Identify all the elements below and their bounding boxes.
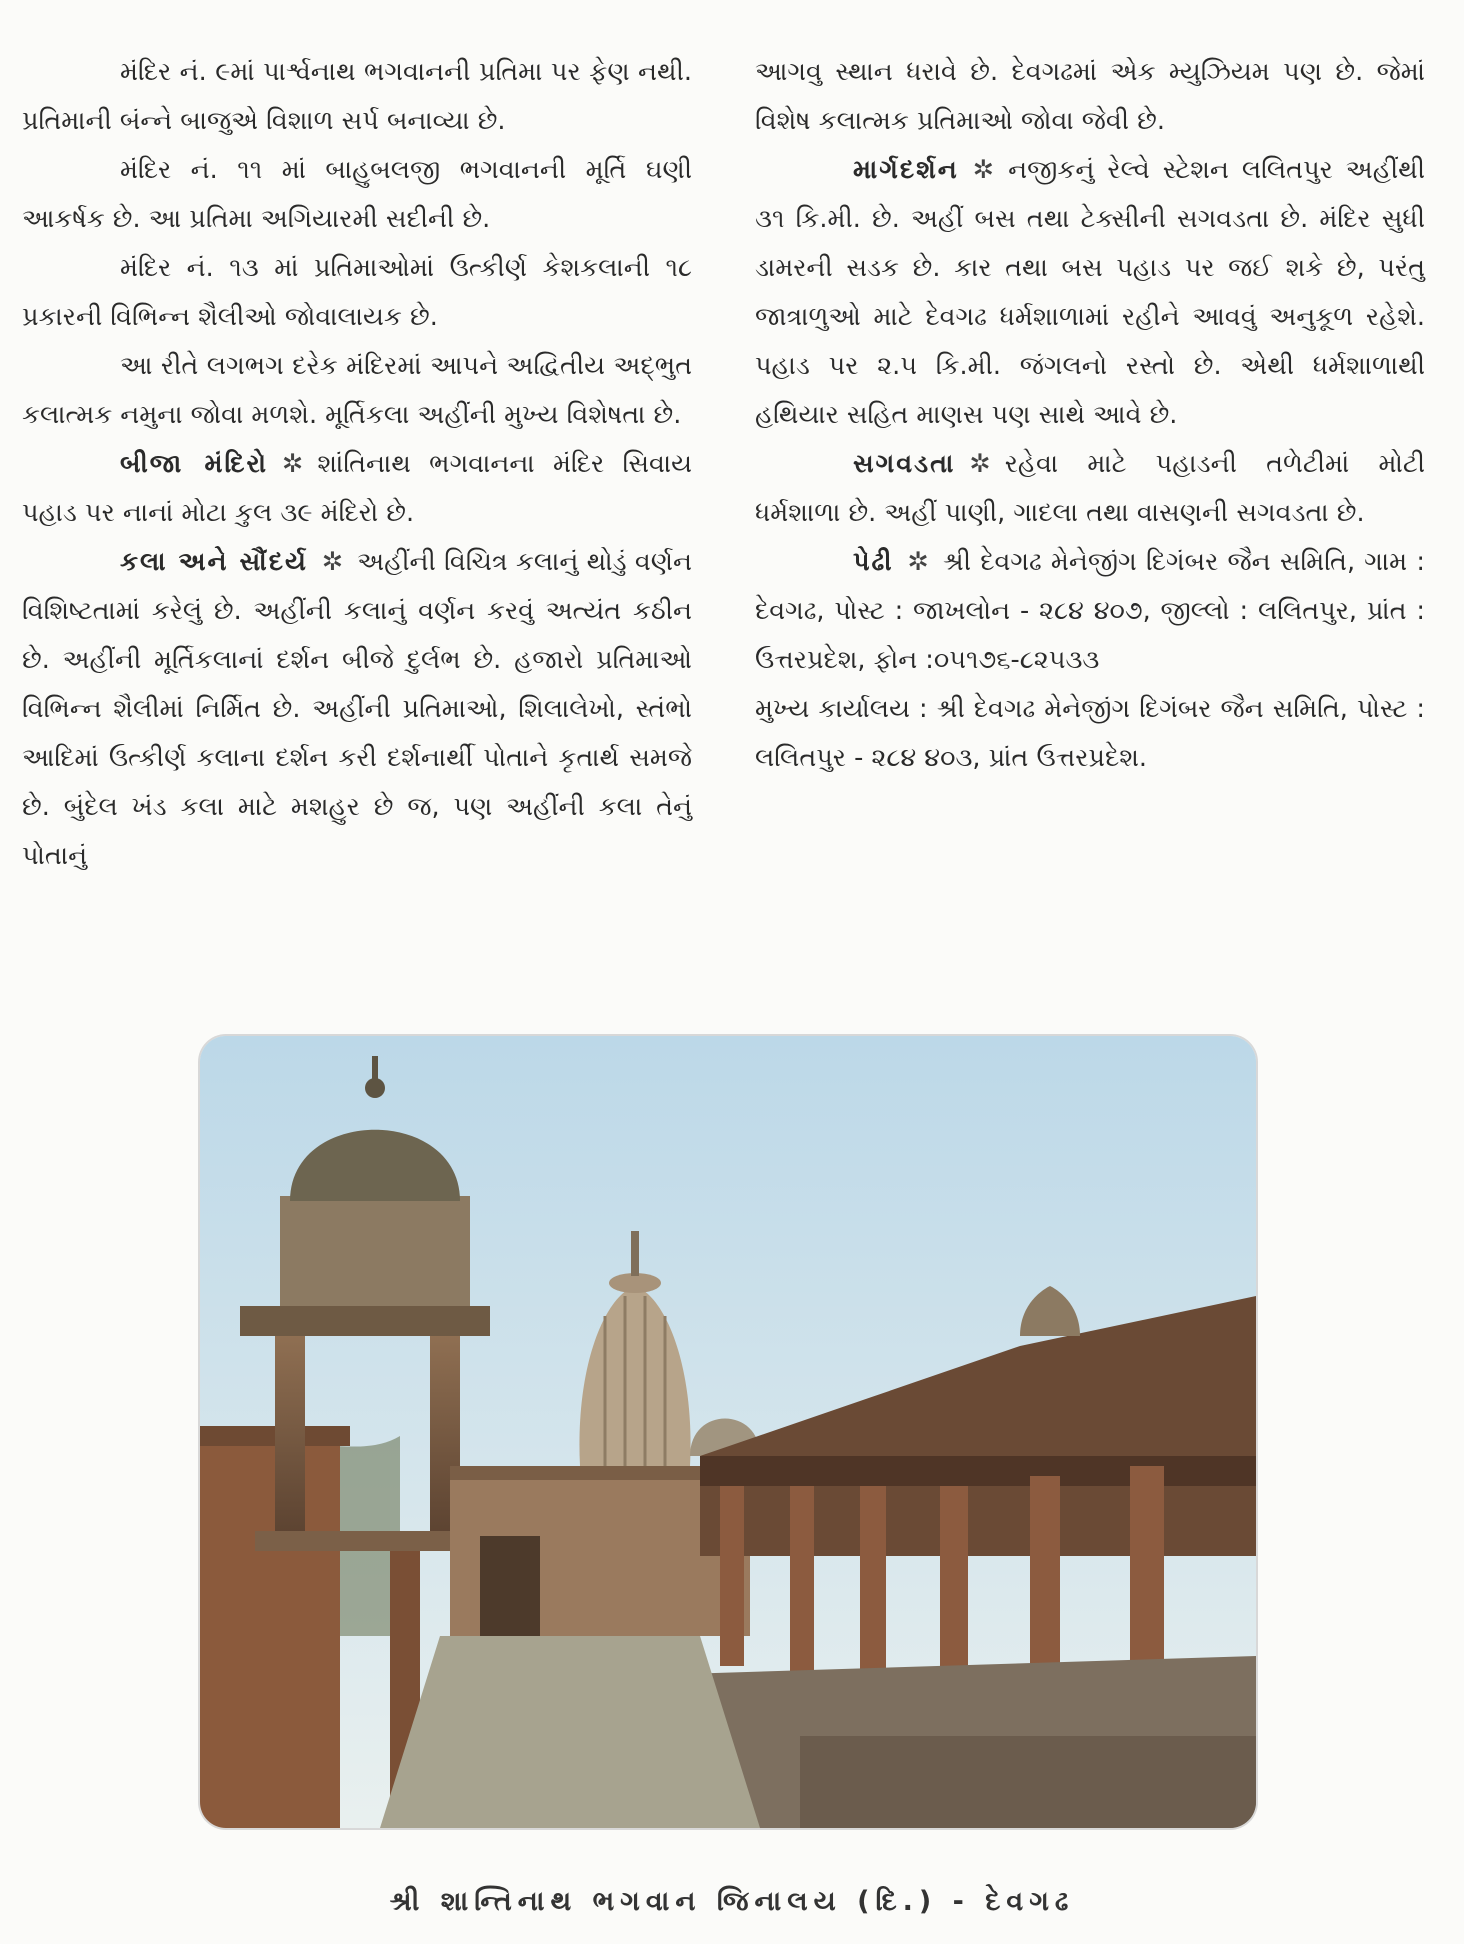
paragraph-sculpture: આ રીતે લગભગ દરેક મંદિરમાં આપને અદ્વિતીય અદ્‌ભુત કલાત્મક નમુના જોવા મળશે. મૂર્તિકલા અહીંની મુખ્ય વિશેષતા છે. — [22, 351, 692, 430]
text-trust: શ્રી દેવગઢ મેનેજીંગ દિગંબર જૈન સમિતિ, ગામ : દેવગઢ, પોસ્ટ : જાખલોન - ૨૮૪ ૪૦૭, જીલ્લો : લલિતપુર, પ્રાંત : ઉત્તરપ્રદેશ, ફોન :૦૫૧૭૬-૮૨૫૩૩ — [755, 547, 1425, 675]
paragraph-facilities — [755, 440, 1425, 538]
paragraph-directions — [755, 146, 1425, 440]
paragraph-art-beauty — [22, 538, 692, 881]
temple-photo — [200, 1036, 1256, 1828]
star-icon: ✲ — [969, 449, 991, 479]
paragraph-other-temples — [22, 440, 692, 538]
star-icon: ✲ — [907, 547, 929, 577]
paragraph-temple-13: મંદિર નં. ૧૩ માં પ્રતિમાઓમાં ઉત્કીર્ણ કેશકલાની ૧૮ પ્રકારની વિભિન્ન શૈલીઓ જોવાલાયક છે. — [22, 253, 692, 332]
text-other-temples: શાંતિનાથ ભગવાનના મંદિર સિવાય પહાડ પર નાનાં મોટા કુલ ૩૯ મંદિરો છે. — [22, 449, 692, 528]
photo-caption: શ્રી શાન્તિનાથ ભગવાન જિનાલય (દિ.) - દેવગઢ — [389, 1886, 1075, 1917]
star-icon: ✲ — [972, 155, 995, 185]
heading-other-temples: બીજા મંદિરો — [120, 449, 269, 479]
heading-directions: માર્ગદર્શન — [853, 155, 959, 185]
paragraph-temple-11: મંદિર નં. ૧૧ માં બાહુબલજી ભગવાનની મૂર્તિ ઘણી આકર્ષક છે. આ પ્રતિમા અગિયારમી સદીની છે. — [22, 155, 692, 234]
text-facilities: રહેવા માટે પહાડની તળેટીમાં મોટી ધર્મશાળા છે. અહીં પાણી, ગાદલા તથા વાસણની સગવડતા છે. — [755, 449, 1425, 528]
left-column — [22, 48, 692, 881]
star-icon: ✲ — [321, 547, 344, 577]
star-icon: ✲ — [282, 449, 304, 479]
heading-facilities: સગવડતા — [853, 449, 956, 479]
paragraph-temple-9: મંદિર નં. ૯માં પાર્શ્વનાથ ભગવાનની પ્રતિમા પર ફેણ નથી. પ્રતિમાની બંન્ને બાજુએ વિશાળ સર્પ બનાવ્યા છે. — [22, 57, 692, 136]
paragraph-head-office: મુખ્ય કાર્યાલય : શ્રી દેવગઢ મેનેજીંગ દિગંબર જૈન સમિતિ, પોસ્ટ : લલિતપુર - ૨૮૪ ૪૦૩, પ્રાંત ઉત્તરપ્રદેશ. — [755, 694, 1425, 773]
text-directions: નજીકનું રેલ્વે સ્ટેશન લલિતપુર અહીંથી ૩૧ કિ.મી. છે. અહીં બસ તથા ટેક્સીની સગવડતા છે. મંદિર સુધી ડામરની સડક છે. કાર તથા બસ પહાડ પર જઈ શકે છે, પરંતુ જાત્રાળુઓ માટે દેવગઢ ધર્મશાળામાં રહીને આવવું અનુકૂળ રહેશે. પહાડ પર ૨.૫ કિ.મી. જંગલનો રસ્તો છે. એથી ધર્મશાળાથી હથિયાર સહિત માણસ પણ સાથે આવે છે. — [755, 155, 1425, 430]
right-column — [755, 48, 1425, 783]
text-art-beauty: અહીંની વિચિત્ર કલાનું થોડું વર્ણન વિશિષ્ટતામાં કરેલું છે. અહીંની કલાનું વર્ણન કરવું અત્યંત કઠીન છે. અહીંની મૂર્તિકલાનાં દર્શન બીજે દુર્લભ છે. હજારો પ્રતિમાઓ વિભિન્ન શૈલીમાં નિર્મિત છે. અહીંની પ્રતિમાઓ, શિલાલેખો, સ્તંભો આદિમાં ઉત્કીર્ણ કલાના દર્શન કરી દર્શનાર્થી પોતાને કૃતાર્થ સમજે છે. બુંદેલ ખંડ કલા માટે મશહુર છે જ, પણ અહીંની કલા તેનું પોતાનું — [22, 547, 692, 871]
paragraph-trust — [755, 538, 1425, 685]
heading-trust: પેઢી — [853, 547, 894, 577]
paragraph-museum: આગવુ સ્થાન ધરાવે છે. દેવગઢમાં એક મ્યુઝિયમ પણ છે. જેમાં વિશેષ કલાત્મક પ્રતિમાઓ જોવા જેવી છે. — [755, 57, 1425, 136]
heading-art-beauty: કલા અને સૌંદર્ય — [120, 547, 308, 577]
temple-photo-illustration — [200, 1036, 1256, 1828]
